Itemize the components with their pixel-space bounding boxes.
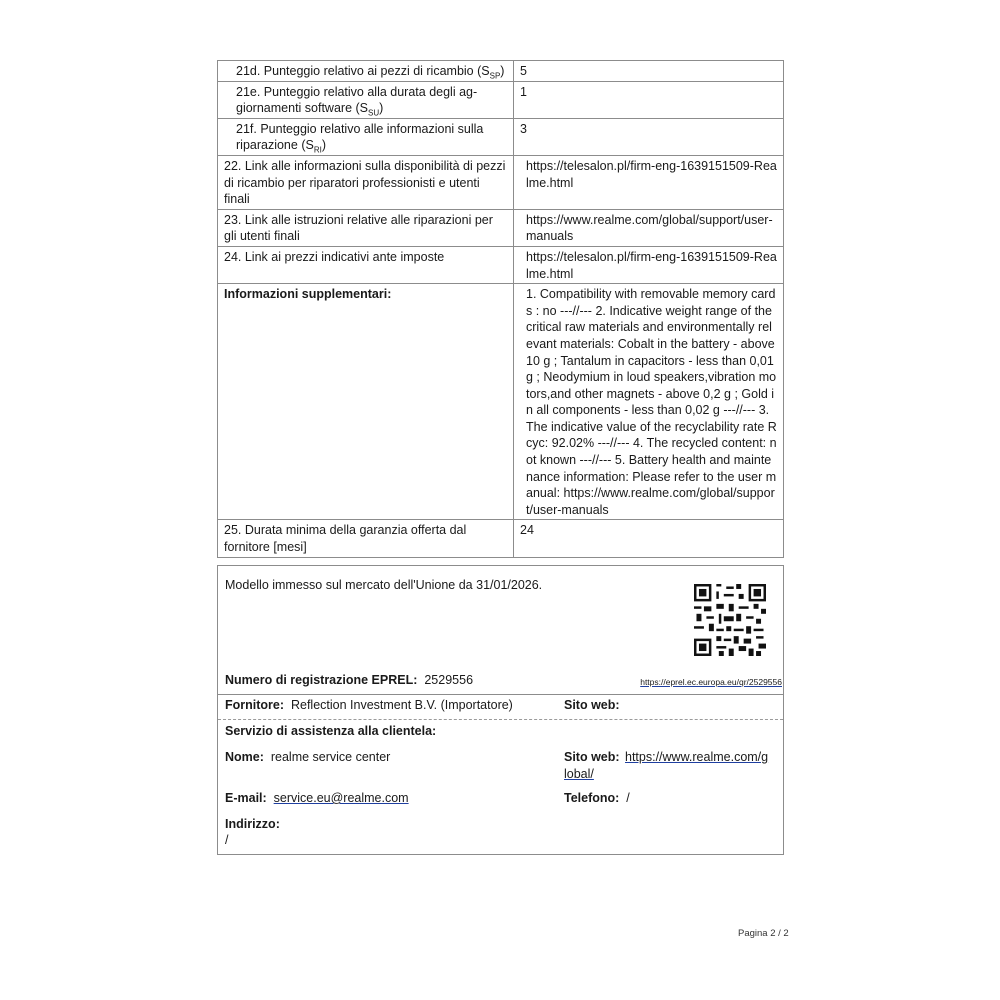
table-row [218,246,784,283]
eprel-label: Numero di registrazione EPREL: [225,673,418,687]
row-label: Informazioni supplementari: [218,284,514,520]
divider [218,694,783,695]
supplier-value: Reflection Investment B.V. (Importatore) [290,698,513,712]
customer-service-heading: Servizio di assistenza alla clientela: [225,724,437,738]
table-row [218,155,784,209]
table-row [218,118,784,155]
service-website-link[interactable]: https://www.realme.com/g [625,750,769,764]
row-value-link: https://telesalon.pl/firm-eng-1639151509-Realme.html [514,246,784,283]
table-row [218,520,784,557]
service-website-label: Sito web: [564,750,620,764]
website-label: Sito web: [564,698,620,712]
eprel-row [225,673,473,687]
product-info-table [217,60,784,558]
phone-label: Telefono: [564,791,620,805]
row-label: 21e. Punteggio relativo alla durata degli aggiornamenti software $(S_{SU})$ [218,81,514,118]
row-value: 5 [514,61,784,82]
row-label: 22. Link alle informazioni sulla disponibilità di pezzi di ricambio per riparatori professionisti e utenti finali [218,155,514,209]
row-value: 1 [514,81,784,118]
row-value-link: https://www.realme.com/global/support/user-manuals [514,209,784,246]
market-date-text: Modello immesso sul mercato dell'Unione da 31/01/2026. [225,578,543,592]
dashed-divider [218,719,783,720]
row-label: 24. Link ai prezzi indicativi ante imposte [218,246,514,283]
row-label: 21f. Punteggio relativo alle informazioni sulla riparazione $(S_{RI})$ [218,118,514,155]
row-label: 21d. Punteggio relativo ai pezzi di ricambio $(S_{SP})$ [218,61,514,82]
row-label: 23. Link alle istruzioni relative alle riparazioni per gli utenti finali [218,209,514,246]
phone-value: / [626,791,630,805]
address-label: Indirizzo: [225,817,280,831]
supplier-row [225,698,513,712]
name-label: Nome: [225,750,264,764]
supplier-info-box [217,565,784,855]
eprel-link[interactable]: https://eprel.ec.europa.eu/qr/2529556 [640,677,782,687]
row-value: 24 [514,520,784,557]
row-label: 25. Durata minima della garanzia offerta dal fornitore [mesi] [218,520,514,557]
row-value-link: https://telesalon.pl/firm-eng-1639151509-Realme.html [514,155,784,209]
supplier-label: Fornitore: [225,698,285,712]
row-value: 1. Compatibility with removable memory cards : no ---//--- 2. Indicative weight range of the critical raw materials and environmentally relevant materials: Cobalt in the battery - above 10 g ; Tantalum in capacitors - less than 0,01 g ; Neodymium in loud speakers,vibration motors,and other magnets - above 0,2 g ; Gold in all components - less than 0,02 g ---//--- 3. The indicative value of the recyclability rate Rcyc: 92.02% ---//--- 4. The recycled content: not known ---//--- 5. Battery health and maintenance information: Please refer to the user manual: https://www.realme.com/global/support/user-manuals [514,284,784,520]
row-value: 3 [514,118,784,155]
page-number: Pagina 2 / 2 [738,928,789,939]
table-row [218,209,784,246]
service-website-link-cont[interactable]: lobal/ [564,767,594,781]
address-value: / [225,833,229,847]
email-link[interactable]: service.eu@realme.com [273,791,409,805]
email-row [225,791,409,805]
eprel-value: 2529556 [424,673,474,687]
table-row [218,284,784,520]
name-value: realme service center [270,750,391,764]
table-row [218,81,784,118]
email-label: E-mail: [225,791,267,805]
table-row [218,61,784,82]
phone-row [564,791,630,805]
qr-code-icon[interactable] [694,584,766,656]
service-name-row [225,750,390,764]
